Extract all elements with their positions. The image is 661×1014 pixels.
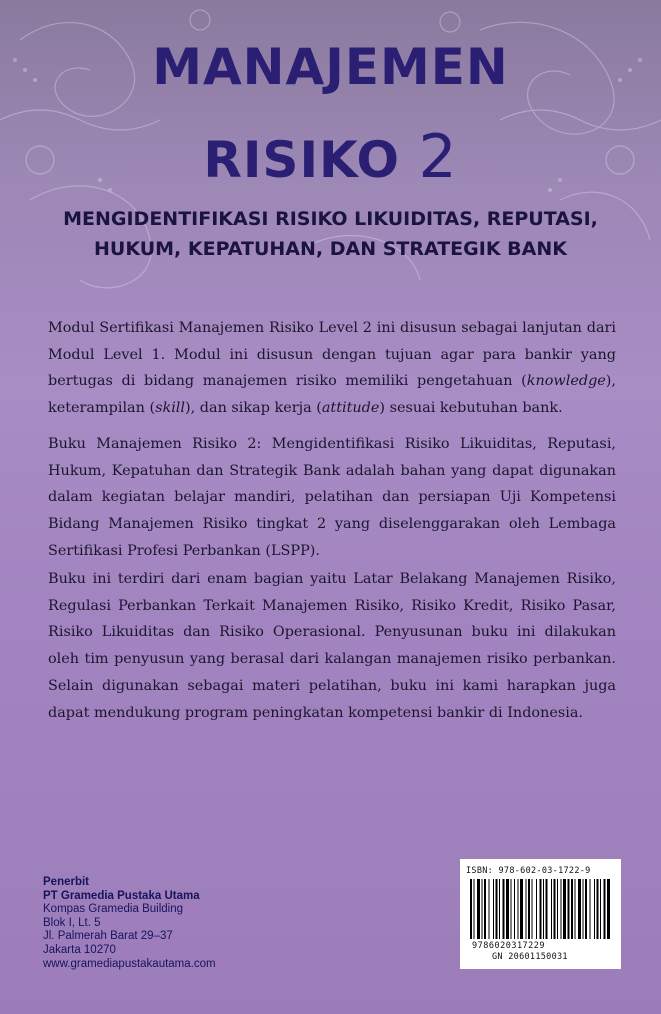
publisher-website: www.gramediapustakautama.com xyxy=(43,957,216,970)
p1-text-c: ), dan sikap kerja ( xyxy=(185,400,322,417)
book-title-word: RISIKO xyxy=(203,131,401,189)
publisher-street: Jl. Palmerah Barat 29–37 xyxy=(43,930,173,943)
isbn-number: ISBN: 978-602-03-1722-9 xyxy=(466,866,591,876)
publisher-name: PT Gramedia Pustaka Utama xyxy=(43,889,200,902)
barcode-gn-code: GN 20601150031 xyxy=(492,952,568,962)
book-title-number: 2 xyxy=(418,122,458,192)
description-paragraph-1 xyxy=(48,315,616,422)
description-paragraph-2: Buku Manajemen Risiko 2: Mengidentifikasi Risiko Likuiditas, Reputasi, Hukum, Kepatuhan dan Strategik Bank adalah bahan yang dapat digunakan dalam kegiatan belajar mandiri, pelatihan dan persiapan Uji Kompetensi Bidang Manajemen Risiko tingkat 2 yang diselenggarakan oleh Lembaga Sertifikasi Profesi Perbankan (LSPP). xyxy=(48,436,616,559)
barcode-icon xyxy=(466,879,615,941)
p1-text-d: ) sesuai kebutuhan bank. xyxy=(379,400,563,417)
publisher-label: Penerbit xyxy=(43,876,90,888)
publisher-city: Jakarta 10270 xyxy=(43,943,116,956)
subtitle-line1: MENGIDENTIFIKASI RISIKO LIKUIDITAS, REPUTASI, xyxy=(63,208,598,230)
p1-text-b: ), keterampilan ( xyxy=(48,373,616,417)
barcode-digits: 9786020317229 xyxy=(472,941,546,951)
p1-skill-italic: skill xyxy=(155,400,186,417)
isbn-barcode-box xyxy=(460,859,621,969)
book-title-line2 xyxy=(0,122,661,192)
subtitle-line2: HUKUM, KEPATUHAN, DAN STRATEGIK BANK xyxy=(94,238,567,260)
publisher-block: Blok I, Lt. 5 xyxy=(43,916,101,929)
book-title-line1: MANAJEMEN xyxy=(152,38,509,96)
p1-text-a: Modul Sertifikasi Manajemen Risiko Level 2 ini disusun sebagai lanjutan dari Modul Level 1. Modul ini disusun dengan tujuan agar para bankir yang bertugas di bidang manajemen risiko memiliki pengetahuan ( xyxy=(48,320,616,390)
publisher-info xyxy=(43,876,216,971)
p1-attitude-italic: attitude xyxy=(321,400,380,417)
p1-knowledge-italic: knowledge xyxy=(526,373,606,390)
description-paragraph-3: Buku ini terdiri dari enam bagian yaitu Latar Belakang Manajemen Risiko, Regulasi Perbankan Terkait Manajemen Risiko, Risiko Kredit, Risiko Pasar, Risiko Likuiditas dan Risiko Operasional. Penyusunan buku ini dilakukan oleh tim penyusun yang berasal dari kalangan manajemen risiko perbankan. Selain digunakan sebagai materi pelatihan, buku ini kami harapkan juga dapat mendukung program peningkatan kompetensi bankir di Indonesia. xyxy=(48,571,616,721)
publisher-building: Kompas Gramedia Building xyxy=(43,903,183,916)
